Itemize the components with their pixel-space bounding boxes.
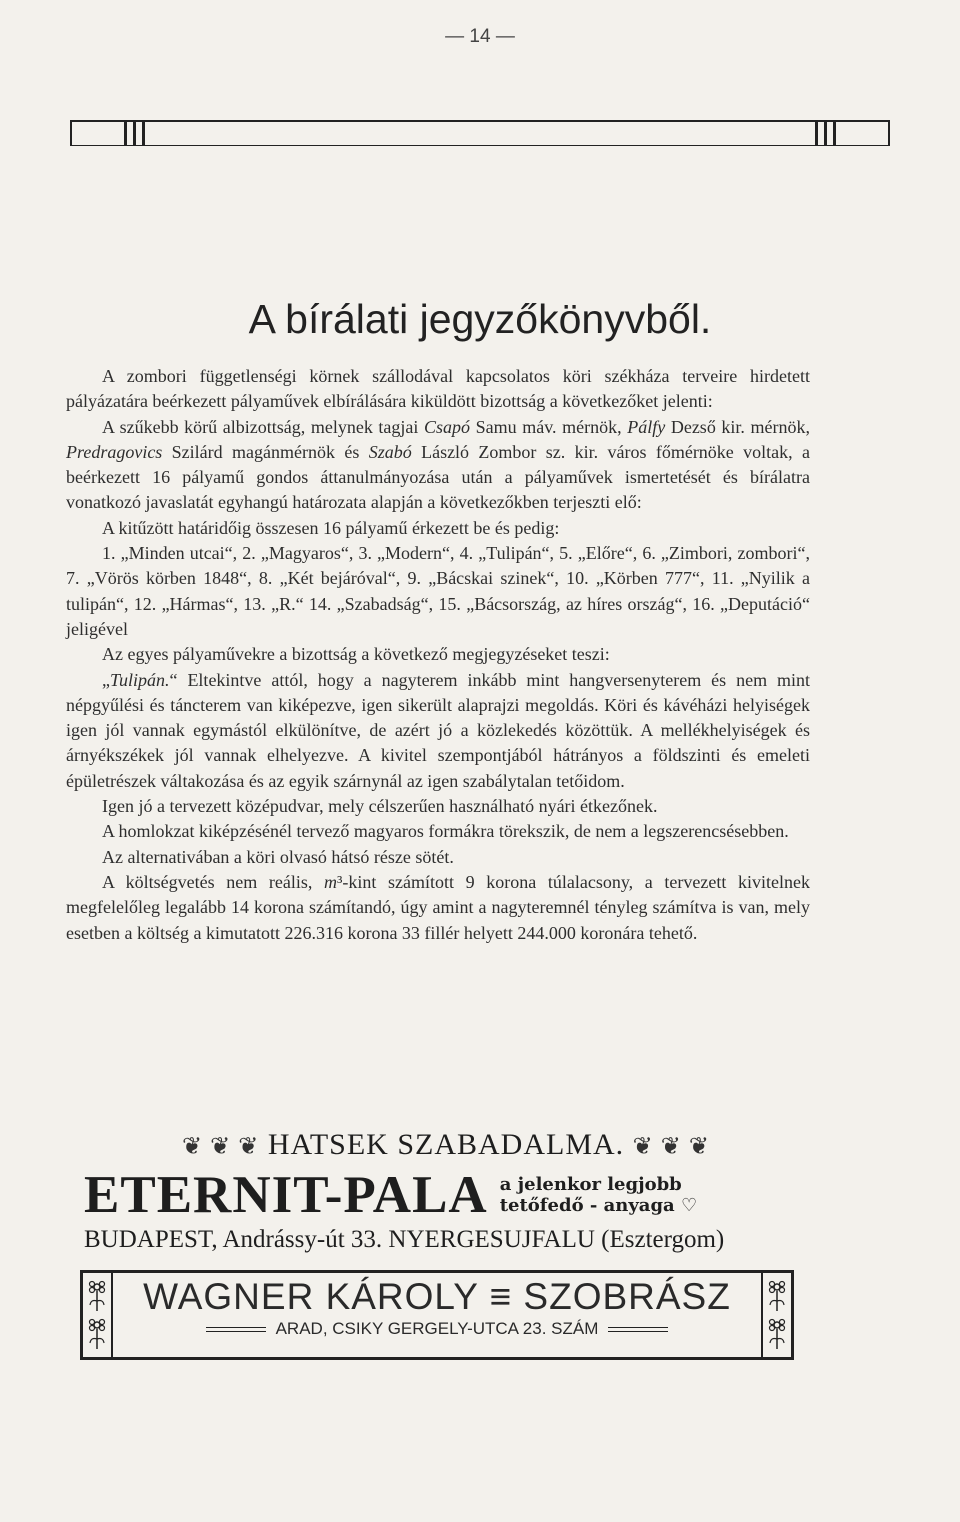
flower-icon-column-right: [761, 1273, 791, 1357]
body-paragraph: Az egyes pályaművekre a bizottság a következő megjegyzéseket teszi:: [102, 644, 610, 665]
ad-wagner-address: ARAD, CSIKY GERGELY-UTCA 23. SZÁM: [275, 1319, 599, 1338]
ornament-icon: ❦ ❦ ❦: [632, 1134, 710, 1160]
body-paragraph: A szűkebb körű albizottság, melynek tagjai Csapó Samu máv. mérnök, Pálfy Dezső kir. mérnök, Predragovics Szilárd magánmérnök és Szabó László Zombor sz. kir. város főmérnöke voltak, a beérkezett 16 pályamű gondos áttanulmányozása után a pályaművek ismertetését és bírálatra vonatkozó javaslatát egyhangú határozata alapján a következőkben terjeszti elő:: [66, 416, 810, 513]
ad-address: BUDAPEST, Andrássy-út 33. NYERGESUJFALU (Esztergom): [84, 1226, 725, 1253]
body-paragraph: 1. „Minden utcai“, 2. „Magyaros“, 3. „Modern“, 4. „Tulipán“, 5. „Előre“, 6. „Zimbori, zombori“, 7. „Vörös körben 1848“, 8. „Két bejáróval“, 9. „Bácskai szinek“, 10. „Körben 777“, 11. „Nyilik a tulipán“, 12. „Hármas“, 13. „R.“ 14. „Szabadság“, 15. „Bácsország, az híres ország“, 16. „Deputáció“ jeligével: [66, 543, 810, 639]
article-title: A bírálati jegyzőkönyvből.: [248, 296, 712, 342]
header-ornament: [70, 118, 890, 150]
body-paragraph: Az alternativában a köri olvasó hátsó része sötét.: [102, 846, 454, 867]
body-paragraph: A költségvetés nem reális, m³-kint számított 9 korona túlalacsony, a tervezett kivitelnek megfelelőleg legalább 14 korona számítandó, úgy amint a nagyteremnél tényleg számítva is van, mely esetben a költség a kimutatott 226.316 korona 33 fillér helyett 244.000 koronára tehető.: [66, 871, 810, 943]
flower-icon: [87, 1317, 107, 1351]
body-paragraph: A zombori függetlenségi körnek szállodával kapcsolatos köri székháza terveire hirdetett pályázatára beérkezett pályaművek elbírálására kiküldött bizottság a következőket jelenti:: [66, 366, 810, 412]
article-body: [66, 364, 810, 946]
flower-icon-column-left: [83, 1273, 113, 1357]
wagner-advertisement: [80, 1270, 794, 1360]
ad-hatsek-header-line: [84, 1128, 808, 1164]
body-paragraph: Igen jó a tervezett középudvar, mely célszerűen használható nyári étkezőnek.: [102, 796, 658, 817]
page-number: — 14 —: [445, 26, 515, 47]
body-paragraph: A homlokzat kiképzésénél tervező magyaros formákra törekszik, de nem a legszerencsésebben.: [102, 821, 789, 842]
eternit-advertisement: [84, 1128, 808, 1258]
ad-tagline: [500, 1174, 697, 1216]
double-rule: [206, 1327, 266, 1332]
ad-tagline-2: tetőfedő - anyaga ♡: [499, 1195, 698, 1216]
body-paragraph: A kitűzött határidőig összesen 16 pályamű érkezett be és pedig:: [102, 517, 560, 538]
ornament-bars-left: [124, 120, 145, 146]
body-paragraph: „Tulipán.“ Eltekintve attól, hogy a nagyterem inkább mint hangversenyterem és nem mint népgyűlési és táncterem van kiképezve, igen sikerült alaprajzi megoldás. Köri és kávéházi helyiségek igen jól vannak egymástól elkülönítve, de azért jó a közlekedés közöttük. A mellékhelyiségek és árnyékszékek jól vannak elhelyezve. A kivitel szempontjából hátrányos a földszinti és emeleti épületrészek váltakozása és az egyik szárnynál az igen szabálytalan tetőidom.: [66, 669, 810, 791]
ad-tagline-1: a jelenkor legjobb: [499, 1174, 682, 1195]
flower-icon: [767, 1279, 787, 1313]
ad-brand: ETERNIT-PALA: [84, 1166, 488, 1224]
flower-icon: [87, 1279, 107, 1313]
ad-hatsek-header: HATSEK SZABADALMA.: [267, 1128, 625, 1161]
ornament-bars-right: [815, 120, 836, 146]
flower-icon: [767, 1317, 787, 1351]
double-rule: [608, 1327, 668, 1332]
ornament-icon: ❦ ❦ ❦: [181, 1134, 260, 1160]
ad-wagner-name: WAGNER KÁROLY ≡ SZOBRÁSZ: [143, 1276, 731, 1317]
